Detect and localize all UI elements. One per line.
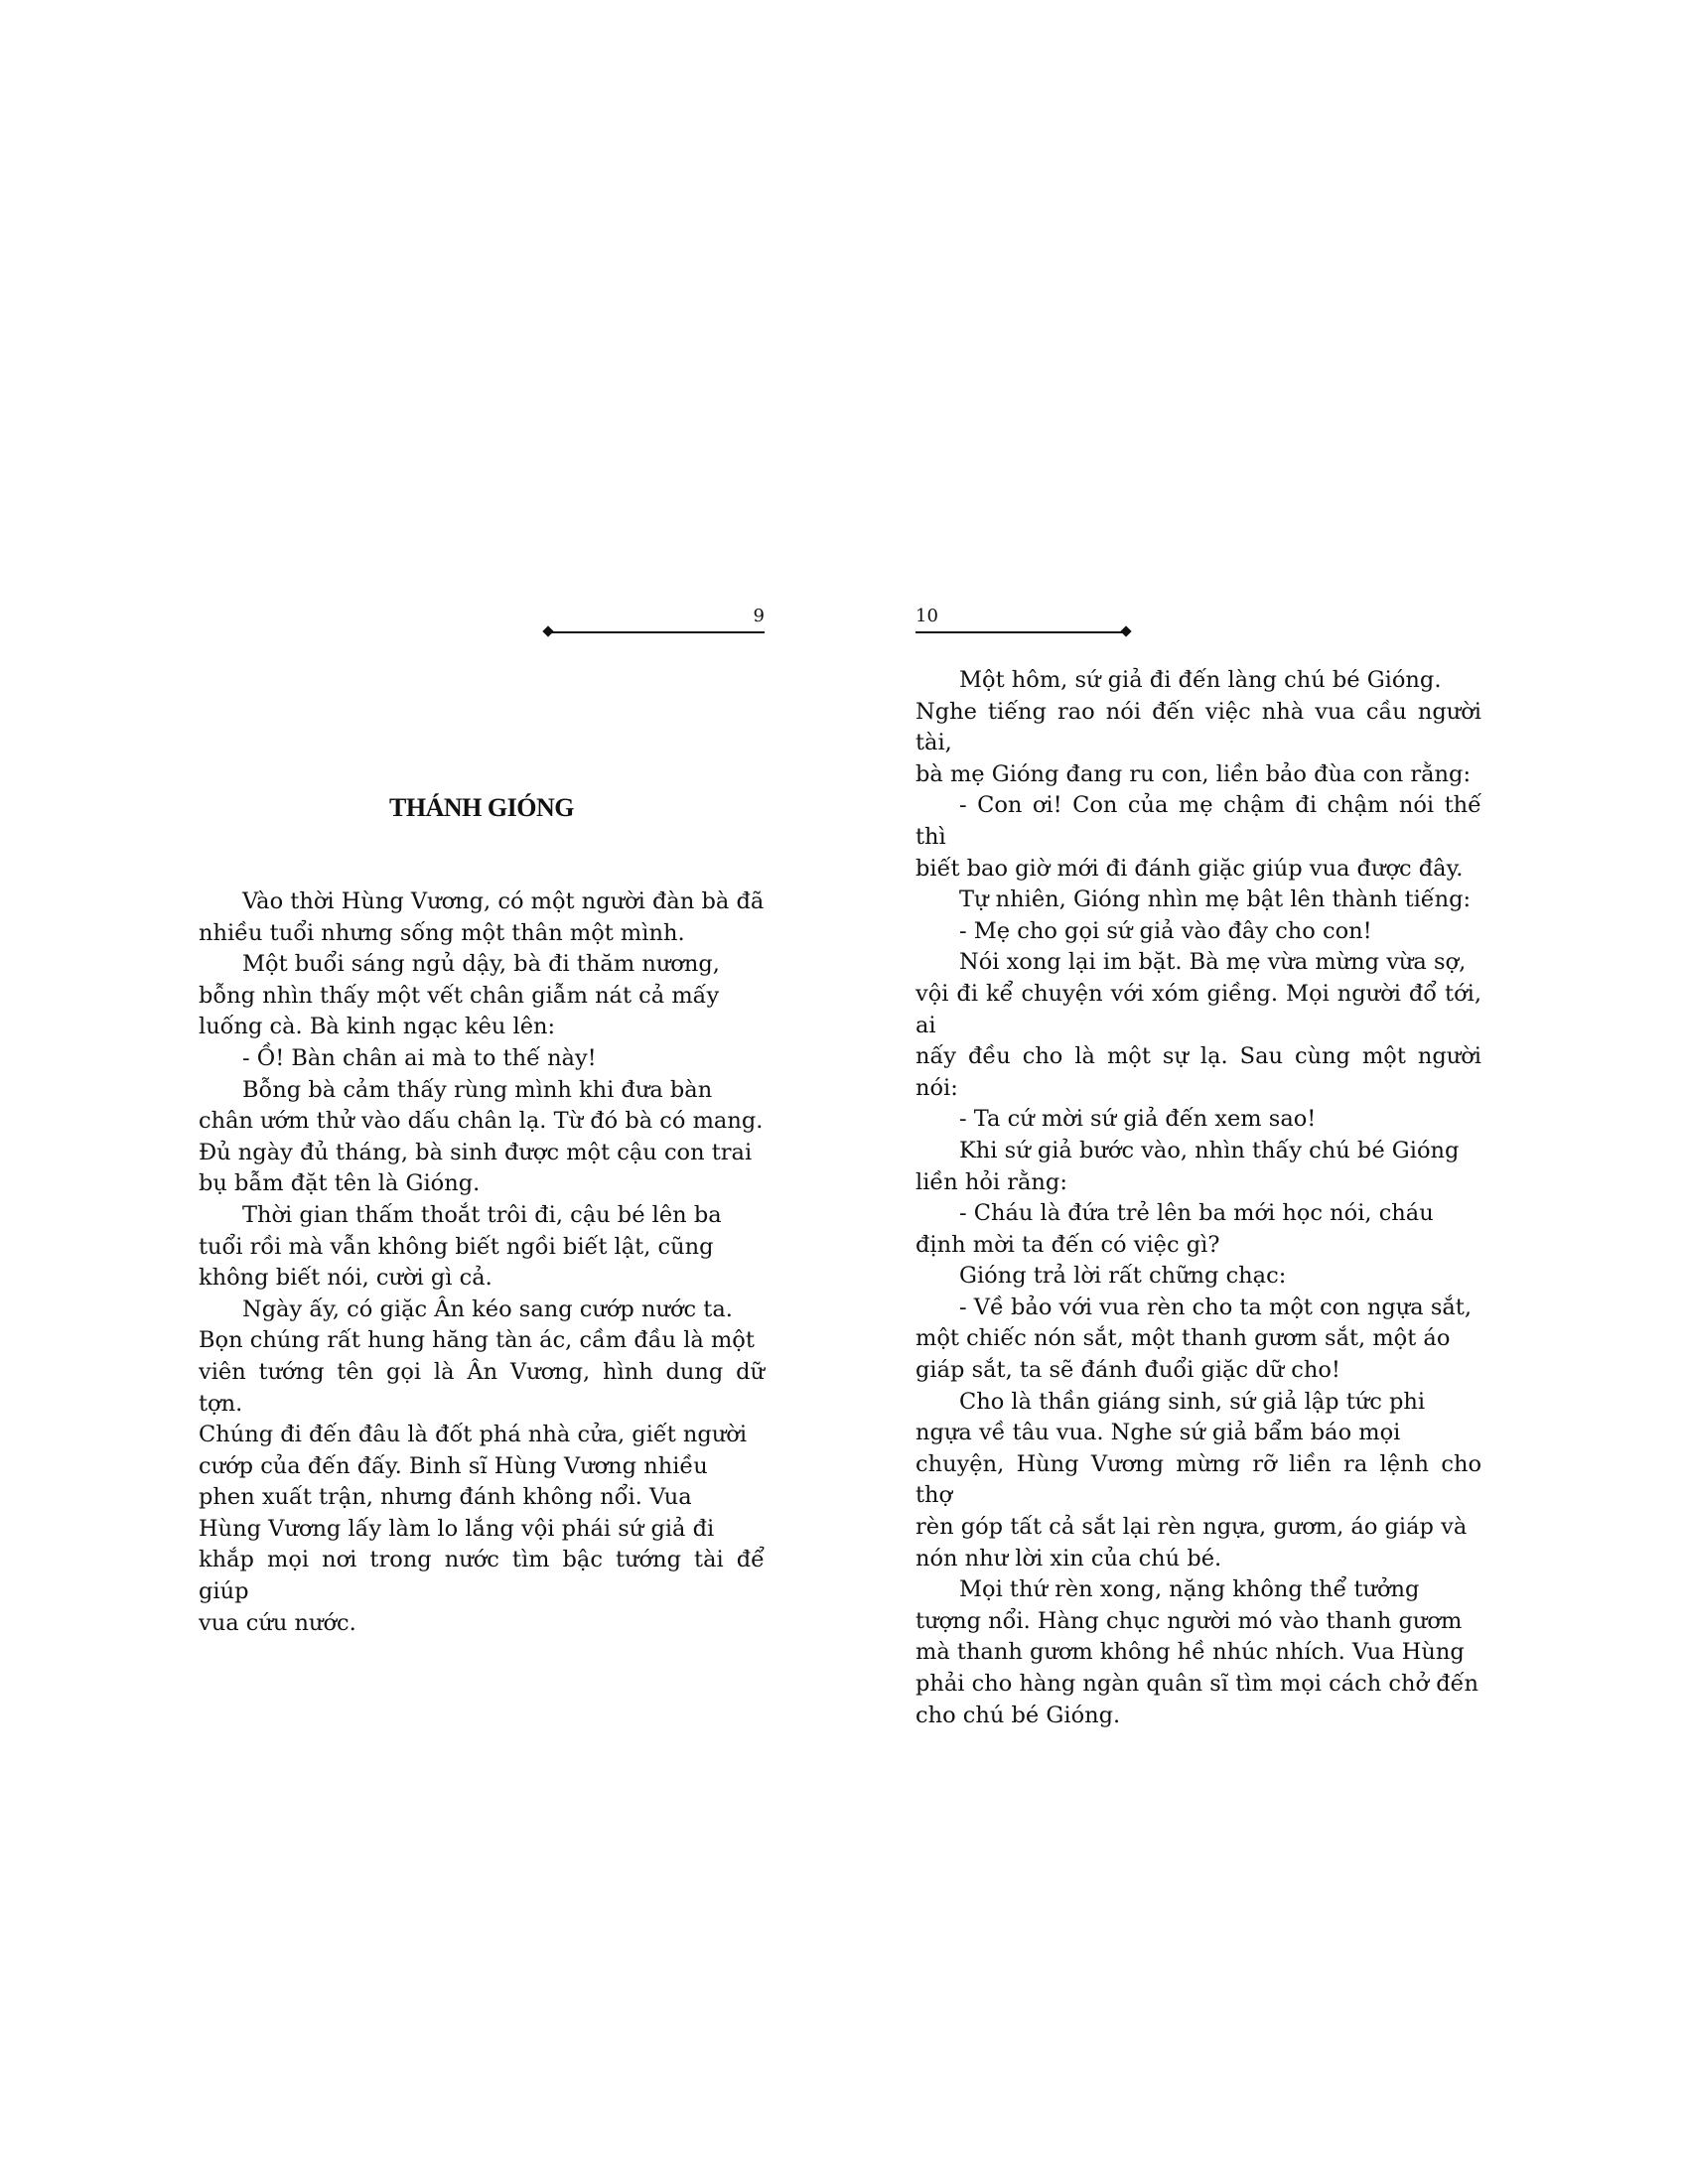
paragraph: - Ta cứ mời sứ giả đến xem sao! [959, 1106, 1317, 1133]
paragraph: Một hôm, sứ giả đi đến làng chú bé Gióng. Nghe tiếng rao nói đến việc nhà vua cầu người tài, bà mẹ Gióng đang ru con, liền bảo đùa con rằng: [915, 667, 1481, 787]
paragraph: Bỗng bà cảm thấy rùng mình khi đưa bàn chân ướm thử vào dấu chân lạ. Từ đó bà có mang. Đủ ngày đủ tháng, bà sinh được một cậu con trai bụ bẫm đặt tên là Gióng. [199, 1076, 764, 1197]
paragraph: - Về bảo với vua rèn cho ta một con ngựa sắt, một chiếc nón sắt, một thanh gươm sắt, một áo giáp sắt, ta sẽ đánh đuổi giặc dữ cho! [915, 1294, 1472, 1384]
page-number: 10 [915, 606, 938, 626]
header-rule [548, 631, 765, 633]
paragraph: Ngày ấy, có giặc Ân kéo sang cướp nước ta. Bọn chúng rất hung hăng tàn ác, cầm đầu là một viên tướng tên gọi là Ân Vương, hình dung dữ tợn. Chúng đi đến đâu là đốt phá nhà cửa, giết người cướp của đến đấy. Binh sĩ Hùng Vương nhiều phen xuất trận, nhưng đánh không nổi. Vua Hùng Vương lấy làm lo lắng vội phái sứ giả đi khắp mọi nơi trong nước tìm bậc tướng tài để giúp vua cứu nước. [199, 1296, 765, 1636]
paragraph: Vào thời Hùng Vương, có một người đàn bà đã nhiều tuổi nhưng sống một thân một mình. [199, 888, 765, 946]
paragraph: - Con ơi! Con của mẹ chậm đi chậm nói thế thì biết bao giờ mới đi đánh giặc giúp vua được đây. [915, 792, 1481, 882]
paragraph: Thời gian thấm thoắt trôi đi, cậu bé lên ba tuổi rồi mà vẫn không biết ngồi biết lật, cũng không biết nói, cười gì cả. [199, 1201, 722, 1292]
paragraph: Nói xong lại im bặt. Bà mẹ vừa mừng vừa sợ, vội đi kể chuyện với xóm giềng. Mọi người đổ tới, ai nấy đều cho là một sự lạ. Sau cùng một người nói: [915, 949, 1481, 1101]
body-text [199, 887, 765, 1639]
paragraph: Gióng trả lời rất chững chạc: [959, 1263, 1287, 1290]
diamond-ornament-icon [542, 625, 553, 636]
diamond-ornament-icon [1120, 625, 1131, 636]
paragraph: - Mẹ cho gọi sứ giả vào đây cho con! [959, 917, 1372, 944]
story-title: THÁNH GIÓNG [389, 793, 574, 822]
paragraph: Mọi thứ rèn xong, nặng không thể tưởng tượng nổi. Hàng chục người mó vào thanh gươm mà thanh gươm không hề nhúc nhích. Vua Hùng phải cho hàng ngàn quân sĩ tìm mọi cách chở đến cho chú bé Gióng. [915, 1576, 1478, 1728]
header-rule [915, 631, 1126, 633]
page-number: 9 [753, 606, 765, 626]
body-text [915, 665, 1481, 1731]
paragraph: Cho là thần giáng sinh, sứ giả lập tức phi ngựa về tâu vua. Nghe sứ giả bẩm báo mọi chuyện, Hùng Vương mừng rỡ liền ra lệnh cho thợ rèn góp tất cả sắt lại rèn ngựa, gươm, áo giáp và nón như lời xin của chú bé. [915, 1388, 1481, 1571]
paragraph: Một buổi sáng ngủ dậy, bà đi thăm nương, bỗng nhìn thấy một vết chân giẫm nát cả mấy luống cà. Bà kinh ngạc kêu lên: [199, 951, 720, 1040]
paragraph: Khi sứ giả bước vào, nhìn thấy chú bé Gióng liền hỏi rằng: [915, 1137, 1460, 1195]
paragraph: - Ồ! Bàn chân ai mà to thế này! [242, 1044, 597, 1071]
paragraph: - Cháu là đứa trẻ lên ba mới học nói, cháu định mời ta đến có việc gì? [915, 1200, 1434, 1258]
paragraph: Tự nhiên, Gióng nhìn mẹ bật lên thành tiếng: [959, 887, 1472, 913]
